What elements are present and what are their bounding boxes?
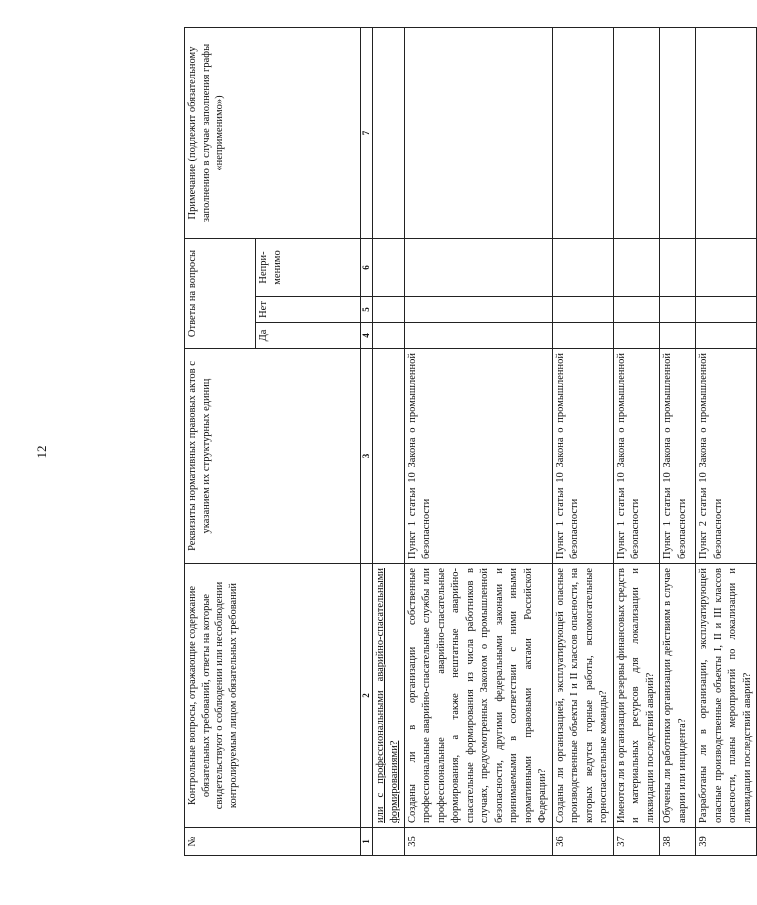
note-cell[interactable] (373, 28, 405, 239)
row-number: 36 (552, 828, 613, 856)
column-number: 6 (361, 239, 373, 297)
question-text: Обучены ли работники организации действиям в случае аварии или инцидента? (660, 564, 696, 828)
answer-yes-cell[interactable] (552, 323, 613, 349)
note-cell[interactable] (613, 28, 659, 239)
answer-no-cell[interactable] (613, 297, 659, 323)
answer-no-cell[interactable] (660, 297, 696, 323)
requisites-text: Пункт 1 статьи 10 Закона о промышленной безопасности (613, 349, 659, 564)
table-row (613, 28, 659, 856)
checklist-table-rotated (184, 28, 753, 856)
column-numbers-row (361, 28, 373, 856)
column-number: 1 (361, 828, 373, 856)
header-requisites: Реквизиты нормативных правовых актов с указанием их структурных единиц (185, 349, 361, 564)
requisites-text: Пункт 2 статьи 10 Закона о промышленной безопасности (696, 349, 757, 564)
table-row (552, 28, 613, 856)
note-cell[interactable] (696, 28, 757, 239)
header-not-applicable: Непри-менимо (256, 239, 361, 297)
answer-yes-cell[interactable] (373, 323, 405, 349)
column-number: 7 (361, 28, 373, 239)
table-row (696, 28, 757, 856)
row-number: 37 (613, 828, 659, 856)
header-note: Примечание (подлежит обязательному заполнению в случае заполнения графы «неприменимо») (185, 28, 361, 239)
question-text: Созданы ли в организации собственные профессиональные аварийно-спасательные службы или профессиональные аварийно-спасательные формирования, а также нештатные аварийно-спасательные формирования из числа работников в случаях, предусмотренных Законом о промышленной безопасности, другими федеральными законами и принимаемыми в соответствии с ними иными нормативными правовыми актами Российской Федерации? (404, 564, 552, 828)
row-number (373, 828, 405, 856)
header-yes: Да (256, 323, 361, 349)
requisites-text: Пункт 1 статьи 10 Закона о промышленной безопасности (552, 349, 613, 564)
column-number: 2 (361, 564, 373, 828)
answer-no-cell[interactable] (404, 297, 552, 323)
page-number: 12 (34, 445, 49, 459)
question-text: Имеются ли в организации резервы финансовых средств и материальных ресурсов для локализации и ликвидации последствий аварий? (613, 564, 659, 828)
note-cell[interactable] (660, 28, 696, 239)
column-number: 5 (361, 297, 373, 323)
table-row (660, 28, 696, 856)
requisites-text: Пункт 1 статьи 10 Закона о промышленной безопасности (404, 349, 552, 564)
question-text: Разработаны ли в организации, эксплуатирующей опасные производственные объекты I, II и III классов опасности, планы мероприятий по локализации и ликвидации последствий аварий? (696, 564, 757, 828)
answer-na-cell[interactable] (696, 239, 757, 297)
answer-yes-cell[interactable] (660, 323, 696, 349)
answer-na-cell[interactable] (373, 239, 405, 297)
column-number: 4 (361, 323, 373, 349)
table-row (404, 28, 552, 856)
header-no-answer: Нет (256, 297, 361, 323)
answer-yes-cell[interactable] (613, 323, 659, 349)
question-text: Созданы ли организацией, эксплуатирующей опасные производственные объекты I и II классов опасности, на которых ведутся горные работы, вспомогательные горноспасательные команды? (552, 564, 613, 828)
answer-no-cell[interactable] (696, 297, 757, 323)
header-question: Контрольные вопросы, отражающие содержание обязательных требований, ответы на которые свидетельствуют о соблюдении или несоблюдении контролируемым лицом обязательных требований (185, 564, 361, 828)
row-number: 38 (660, 828, 696, 856)
row-number: 39 (696, 828, 757, 856)
row-number: 35 (404, 828, 552, 856)
answer-na-cell[interactable] (660, 239, 696, 297)
answer-no-cell[interactable] (552, 297, 613, 323)
note-cell[interactable] (404, 28, 552, 239)
table-row (373, 28, 405, 856)
answer-yes-cell[interactable] (696, 323, 757, 349)
checklist-table (184, 27, 757, 856)
column-number: 3 (361, 349, 373, 564)
header-no: № (185, 828, 361, 856)
question-text: или с профессиональными аварийно-спасательными формированиями? (373, 564, 405, 828)
answer-yes-cell[interactable] (404, 323, 552, 349)
note-cell[interactable] (552, 28, 613, 239)
answer-no-cell[interactable] (373, 297, 405, 323)
requisites-text (373, 349, 405, 564)
answer-na-cell[interactable] (552, 239, 613, 297)
answer-na-cell[interactable] (404, 239, 552, 297)
requisites-text: Пункт 1 статьи 10 Закона о промышленной безопасности (660, 349, 696, 564)
header-answers: Ответы на вопросы (185, 239, 256, 349)
answer-na-cell[interactable] (613, 239, 659, 297)
